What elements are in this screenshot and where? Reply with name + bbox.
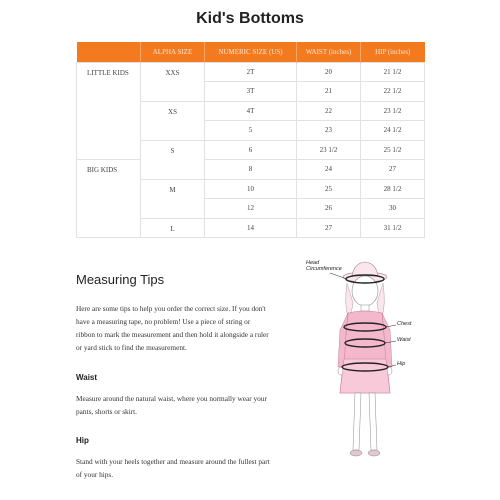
numeric-cell: 2T xyxy=(205,62,297,82)
waist-paragraph xyxy=(76,392,301,418)
header-hip: HIP (inches) xyxy=(361,42,425,62)
hip-line: of your hips. xyxy=(76,470,114,479)
group-big-kids: BIG KIDS xyxy=(77,160,141,238)
waist-cell: 26 xyxy=(297,199,361,219)
table-header-row xyxy=(77,42,425,62)
numeric-cell: 3T xyxy=(205,82,297,102)
hip-label: Hip xyxy=(397,361,406,367)
intro-paragraph xyxy=(76,302,301,354)
alpha-cell: XS xyxy=(141,101,205,140)
numeric-cell: 4T xyxy=(205,101,297,121)
hip-cell: 21 1/2 xyxy=(361,62,425,82)
header-waist: WAIST (inches) xyxy=(297,42,361,62)
waist-cell: 27 xyxy=(297,218,361,238)
header-numeric-size: NUMERIC SIZE (US) xyxy=(205,42,297,62)
hip-cell: 30 xyxy=(361,199,425,219)
intro-line: have a measuring tape, no problem! Use a piece of string or xyxy=(76,317,251,326)
waist-cell: 25 xyxy=(297,179,361,199)
numeric-cell: 6 xyxy=(205,140,297,160)
numeric-cell: 10 xyxy=(205,179,297,199)
hip-line: Stand with your heels together and measure around the fullest part xyxy=(76,457,270,466)
head-circumference-label xyxy=(306,260,342,272)
intro-line: Here are some tips to help you order the correct size. If you don't xyxy=(76,304,266,313)
measurement-figure xyxy=(300,255,430,475)
hip-cell: 31 1/2 xyxy=(361,218,425,238)
hip-paragraph xyxy=(76,455,301,481)
alpha-cell: S xyxy=(141,140,205,179)
hip-cell: 27 xyxy=(361,160,425,180)
hip-cell: 25 1/2 xyxy=(361,140,425,160)
head-label-line: Head xyxy=(306,260,320,266)
header-alpha-size: ALPHA SIZE xyxy=(141,42,205,62)
hip-cell: 23 1/2 xyxy=(361,101,425,121)
hip-cell: 28 1/2 xyxy=(361,179,425,199)
size-chart-table xyxy=(76,42,425,238)
measuring-tips-title: Measuring Tips xyxy=(76,272,165,287)
numeric-cell: 5 xyxy=(205,121,297,141)
numeric-cell: 14 xyxy=(205,218,297,238)
alpha-cell: XXS xyxy=(141,62,205,101)
group-little-kids: LITTLE KIDS xyxy=(77,62,141,160)
waist-cell: 20 xyxy=(297,62,361,82)
header-group xyxy=(77,42,141,62)
page-title: Kid's Bottoms xyxy=(196,10,304,27)
numeric-cell: 8 xyxy=(205,160,297,180)
waist-line: Measure around the natural waist, where you normally wear your xyxy=(76,394,267,403)
alpha-cell: M xyxy=(141,179,205,218)
circumference-label-line: Circumference xyxy=(306,266,342,272)
waist-cell: 21 xyxy=(297,82,361,102)
waist-cell: 23 xyxy=(297,121,361,141)
table-row xyxy=(77,62,425,82)
numeric-cell: 12 xyxy=(205,199,297,219)
hip-heading: Hip xyxy=(76,436,89,445)
waist-line: pants, shorts or skirt. xyxy=(76,407,138,416)
waist-cell: 24 xyxy=(297,160,361,180)
waist-label: Waist xyxy=(397,337,411,343)
waist-cell: 23 1/2 xyxy=(297,140,361,160)
table-row xyxy=(77,160,425,180)
intro-line: or yard stick to find the measurement. xyxy=(76,343,187,352)
waist-cell: 22 xyxy=(297,101,361,121)
hip-cell: 22 1/2 xyxy=(361,82,425,102)
alpha-cell: L xyxy=(141,218,205,238)
girl-figure-illustration xyxy=(300,255,430,475)
waist-heading: Waist xyxy=(76,373,98,382)
chest-label: Chest xyxy=(397,321,412,327)
hip-cell: 24 1/2 xyxy=(361,121,425,141)
intro-line: ribbon to mark the measurement and then hold it alongside a ruler xyxy=(76,330,269,339)
